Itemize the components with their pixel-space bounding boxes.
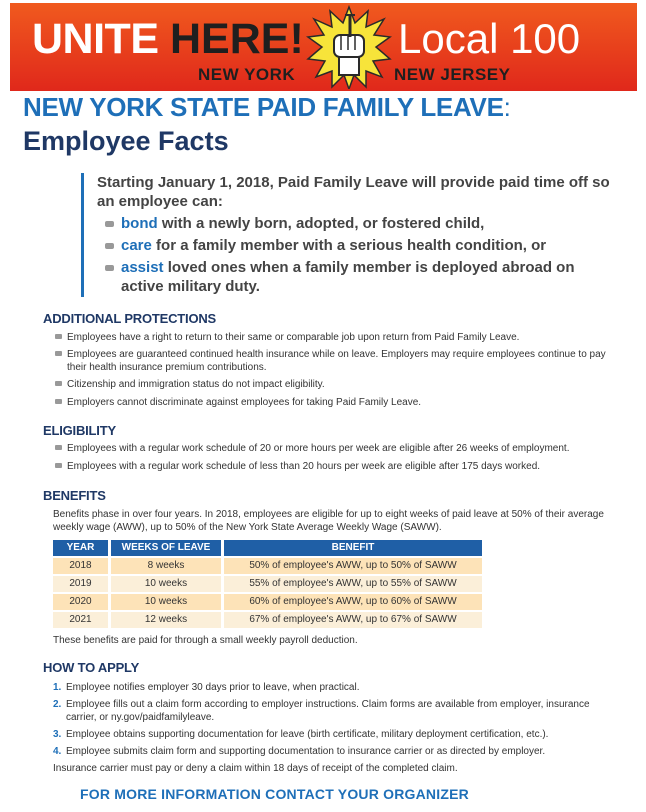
step-text: Employee obtains supporting documentation for leave (birth certificate, military deployment certification, etc.). [66, 729, 549, 740]
intro-box [81, 173, 621, 297]
step-number: 3. [53, 729, 62, 740]
document-subtitle: Employee Facts [23, 126, 229, 156]
additional-protections-heading: ADDITIONAL PROTECTIONS [43, 311, 217, 326]
table-cell: 2021 [53, 612, 108, 628]
table-cell: 67% of employee's AWW, up to 67% of SAWW [224, 612, 482, 628]
list-item [53, 698, 613, 724]
benefits-intro: Benefits phase in over four years. In 2018, employees are eligible for up to eight weeks of paid leave at 50% of their average weekly wage (AWW), up to 50% of the New York State Average Weekly Wage (SAWW). [53, 509, 604, 533]
bullet-icon [55, 445, 62, 450]
benefits-note: These benefits are paid for through a small weekly payroll deduction. [53, 635, 358, 646]
intro-keyword: care [121, 237, 152, 254]
table-cell: 12 weeks [111, 612, 221, 628]
intro-list [97, 214, 621, 296]
intro-keyword: assist [121, 259, 164, 276]
step-text: Employee submits claim form and supporting documentation to insurance carrier or as directed by employer. [66, 746, 546, 757]
list-item [97, 258, 621, 296]
table-cell: 60% of employee's AWW, up to 60% of SAWW [224, 594, 482, 610]
benefits-heading: BENEFITS [43, 488, 106, 503]
banner-local-100: Local 100 [398, 15, 581, 62]
table-row [53, 558, 485, 574]
list-item [55, 396, 615, 409]
title-line1: NEW YORK STATE PAID FAMILY LEAVE [23, 92, 504, 122]
list-item [55, 378, 615, 391]
union-banner [10, 3, 637, 91]
list-item [53, 681, 613, 694]
list-item [55, 331, 615, 344]
list-item [97, 236, 621, 255]
table-cell: 2020 [53, 594, 108, 610]
table-cell: 8 weeks [111, 558, 221, 574]
table-cell: 55% of employee's AWW, up to 55% of SAWW [224, 576, 482, 592]
table-row [53, 576, 485, 592]
table-cell: 50% of employee's AWW, up to 50% of SAWW [224, 558, 482, 574]
document-title [23, 92, 511, 123]
intro-item-text: with a newly born, adopted, or fostered child, [157, 215, 485, 232]
list-item [55, 442, 615, 455]
contact-organizer-footer: FOR MORE INFORMATION CONTACT YOUR ORGANIZER [80, 786, 469, 802]
table-row [53, 612, 485, 628]
banner-unite: UNITE [32, 15, 159, 63]
step-number: 4. [53, 746, 62, 757]
step-text: Employee fills out a claim form according to employer instructions. Claim forms are available from employer, insurance carrier, or ny.gov/paidfamilyleave. [66, 699, 590, 723]
bullet-icon [55, 351, 62, 356]
table-cell: 10 weeks [111, 594, 221, 610]
step-number: 1. [53, 682, 62, 693]
list-item [55, 460, 615, 473]
table-cell: 10 weeks [111, 576, 221, 592]
banner-new-york: NEW YORK [198, 65, 296, 84]
benefits-table [53, 540, 485, 630]
banner-here: HERE! [170, 15, 304, 63]
list-item [53, 745, 613, 758]
table-cell: 2019 [53, 576, 108, 592]
list-item-text: Employees are guaranteed continued health insurance while on leave. Employers may require employees continue to pay their health insurance premium contributions. [67, 349, 606, 373]
list-item [55, 348, 615, 374]
bullet-icon [105, 243, 114, 249]
table-row [53, 594, 485, 610]
apply-note: Insurance carrier must pay or deny a claim within 18 days of receipt of the completed claim. [53, 763, 458, 774]
list-item [53, 728, 613, 741]
banner-new-jersey: NEW JERSEY [394, 65, 511, 84]
table-cell: 2018 [53, 558, 108, 574]
column-header-weeks: WEEKS OF LEAVE [111, 540, 221, 556]
title-colon: : [503, 92, 511, 122]
eligibility-heading: ELIGIBILITY [43, 423, 116, 438]
bullet-icon [55, 334, 62, 339]
list-item-text: Employees with a regular work schedule of 20 or more hours per week are eligible after 26 weeks of employment. [67, 443, 570, 454]
how-to-apply-heading: HOW TO APPLY [43, 660, 140, 675]
list-item-text: Employees with a regular work schedule of less than 20 hours per week are eligible after 175 days worked. [67, 461, 541, 472]
intro-keyword: bond [121, 215, 158, 232]
step-text: Employee notifies employer 30 days prior to leave, when practical. [66, 682, 360, 693]
step-number: 2. [53, 699, 62, 710]
bullet-icon [55, 381, 62, 386]
list-item [97, 214, 621, 233]
fist-logo-icon [306, 5, 392, 89]
bullet-icon [55, 463, 62, 468]
list-item-text: Employees have a right to return to their same or comparable job upon return from Paid Family Leave. [67, 332, 520, 343]
list-item-text: Employers cannot discriminate against employees for taking Paid Family Leave. [67, 397, 422, 408]
list-item-text: Citizenship and immigration status do not impact eligibility. [67, 379, 325, 390]
column-header-year: YEAR [53, 540, 108, 556]
table-header-row [53, 540, 485, 556]
bullet-icon [105, 221, 114, 227]
bullet-icon [105, 265, 114, 271]
column-header-benefit: BENEFIT [224, 540, 482, 556]
intro-item-text: loved ones when a family member is deployed abroad on active military duty. [121, 259, 575, 295]
intro-lead: Starting January 1, 2018, Paid Family Leave will provide paid time off so an employee can: [97, 174, 610, 210]
bullet-icon [55, 399, 62, 404]
intro-item-text: for a family member with a serious health condition, or [151, 237, 547, 254]
